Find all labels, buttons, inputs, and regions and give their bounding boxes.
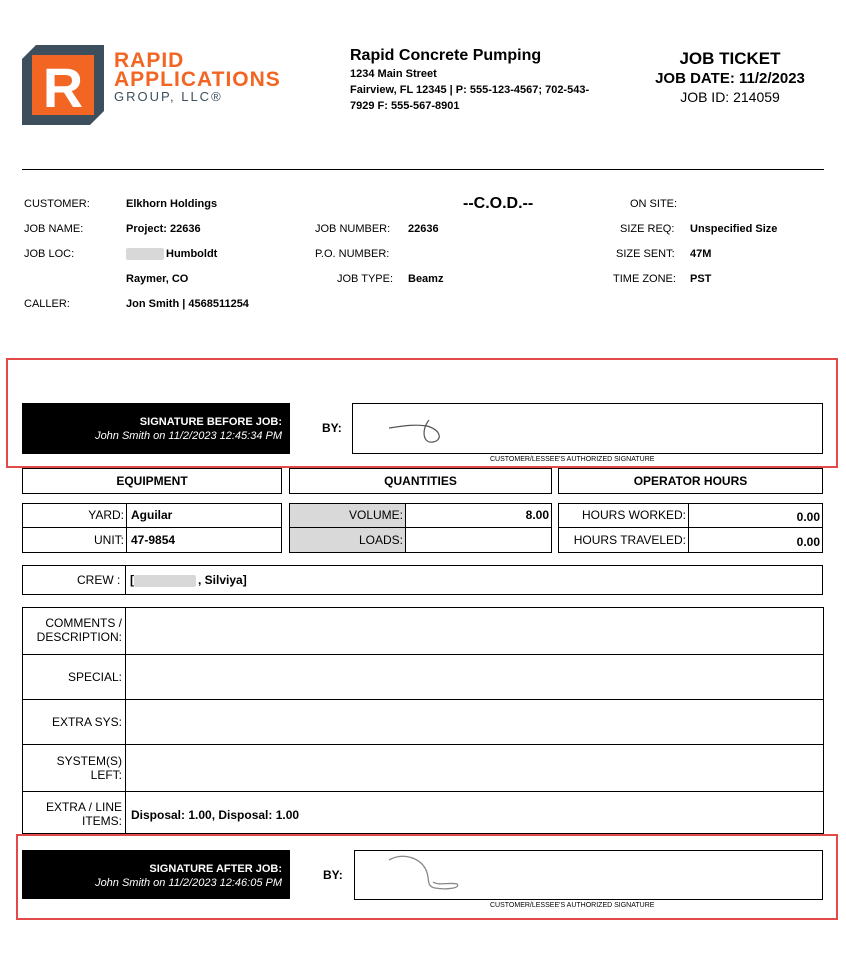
equipment-header: EQUIPMENT — [22, 468, 282, 494]
extra-line-items-label — [24, 800, 122, 828]
extra-line-items-label-line-2: ITEMS: — [81, 814, 122, 828]
details-row-divider — [22, 699, 824, 700]
caller-value: Jon Smith | 4568511254 — [126, 298, 249, 310]
signature-after-detail: John Smith on 11/2/2023 12:46:05 PM — [95, 877, 282, 889]
job-number-value: 22636 — [408, 223, 439, 235]
signature-before-by-label: BY: — [322, 421, 342, 435]
job-loc-street: Humboldt — [166, 248, 218, 260]
hours-worked-value: 0.00 — [688, 503, 823, 528]
loads-value — [405, 527, 552, 553]
crew-value-names: , Silviya] — [198, 573, 247, 587]
job-number-label: JOB NUMBER: — [315, 223, 391, 235]
size-sent-label: SIZE SENT: — [616, 248, 675, 260]
company-contact-line-1: Fairview, FL 12345 | P: 555-123-4567; 702-543- — [350, 84, 590, 96]
job-id: JOB ID: 214059 — [680, 89, 780, 105]
systems-left-label — [24, 754, 122, 782]
details-row-divider — [22, 744, 824, 745]
size-req-value: Unspecified Size — [690, 223, 778, 235]
crew-value-prefix: [ — [130, 573, 134, 587]
job-type-label: JOB TYPE: — [337, 273, 394, 285]
yard-label: YARD: — [22, 503, 127, 528]
ticket-title: JOB TICKET — [679, 49, 781, 68]
customer-label: CUSTOMER: — [24, 198, 90, 210]
caller-label: CALLER: — [24, 298, 70, 310]
company-street: 1234 Main Street — [350, 68, 437, 80]
yard-value: Aguilar — [126, 503, 282, 528]
details-table — [22, 607, 824, 834]
signature-before-box[interactable] — [352, 403, 823, 454]
signature-before-caption: CUSTOMER/LESSEE'S AUTHORIZED SIGNATURE — [490, 456, 655, 463]
company-info — [350, 46, 635, 114]
systems-left-label-line-1: SYSTEM(S) — [56, 754, 122, 768]
extra-line-items-value: Disposal: 1.00, Disposal: 1.00 — [131, 808, 300, 822]
signature-after-by-label: BY: — [323, 868, 343, 882]
volume-value: 8.00 — [405, 503, 552, 528]
size-sent-value: 47M — [690, 248, 712, 260]
time-zone-value: PST — [690, 273, 712, 285]
unit-value: 47-9854 — [126, 527, 282, 553]
crew-value — [130, 573, 247, 587]
customer-value: Elkhorn Holdings — [126, 198, 218, 210]
company-name: Rapid Concrete Pumping — [350, 47, 542, 64]
signature-before-banner — [22, 403, 290, 454]
unit-label: UNIT: — [22, 527, 127, 553]
ticket-header — [635, 49, 825, 107]
job-loc-city: Raymer, CO — [126, 273, 189, 285]
logo-letter: R — [42, 56, 84, 119]
redacted-block — [134, 575, 196, 587]
signature-scribble-icon — [385, 852, 505, 900]
signature-after-title: SIGNATURE AFTER JOB: — [149, 863, 282, 875]
logo-wordmark — [114, 51, 281, 105]
size-req-label: SIZE REQ: — [620, 223, 675, 235]
extra-line-items-label-line-1: EXTRA / LINE — [45, 800, 122, 814]
signature-after-box[interactable] — [354, 850, 823, 900]
logo-line-3: GROUP, LLC® — [114, 89, 223, 104]
job-name-label: JOB NAME: — [24, 223, 84, 235]
comments-label — [24, 616, 122, 644]
loads-label: LOADS: — [289, 527, 406, 553]
company-contact-line-2: 7929 F: 555-567-8901 — [350, 100, 460, 112]
details-column-divider — [125, 607, 126, 834]
hours-traveled-value: 0.00 — [688, 527, 823, 553]
signature-after-banner — [22, 850, 290, 899]
signature-before-detail: John Smith on 11/2/2023 12:45:34 PM — [95, 430, 282, 442]
po-number-label: P.O. NUMBER: — [315, 248, 390, 260]
job-type-value: Beamz — [408, 273, 444, 285]
signature-before-title: SIGNATURE BEFORE JOB: — [139, 416, 282, 428]
comments-label-line-1: COMMENTS / — [45, 616, 122, 630]
quantities-header: QUANTITIES — [289, 468, 552, 494]
special-label: SPECIAL: — [67, 670, 122, 684]
job-name-value: Project: 22636 — [126, 223, 201, 235]
extra-sys-label: EXTRA SYS: — [51, 715, 122, 729]
job-date: JOB DATE: 11/2/2023 — [655, 70, 805, 87]
cod-label: --C.O.D.-- — [463, 195, 534, 212]
details-row-divider — [22, 791, 824, 792]
logo-line-2: APPLICATIONS — [114, 68, 281, 91]
company-logo — [22, 45, 322, 125]
time-zone-label: TIME ZONE: — [613, 273, 676, 285]
signature-after-caption: CUSTOMER/LESSEE'S AUTHORIZED SIGNATURE — [490, 902, 655, 909]
on-site-label: ON SITE: — [630, 198, 678, 210]
job-loc-value — [126, 247, 217, 261]
systems-left-label-line-2: LEFT: — [90, 768, 122, 782]
header-divider — [22, 169, 824, 170]
comments-label-line-2: DESCRIPTION: — [36, 630, 122, 644]
job-loc-label: JOB LOC: — [24, 248, 75, 260]
volume-label: VOLUME: — [289, 503, 406, 528]
details-row-divider — [22, 654, 824, 655]
hours-worked-label: HOURS WORKED: — [558, 503, 689, 528]
logo-line-1: RAPID — [114, 49, 185, 72]
crew-label: CREW : — [77, 573, 121, 587]
signature-scribble-icon — [383, 406, 503, 454]
logo-mark-icon — [22, 45, 104, 125]
operator-hours-header: OPERATOR HOURS — [558, 468, 823, 494]
redacted-block — [126, 248, 164, 260]
hours-traveled-label: HOURS TRAVELED: — [558, 527, 689, 553]
